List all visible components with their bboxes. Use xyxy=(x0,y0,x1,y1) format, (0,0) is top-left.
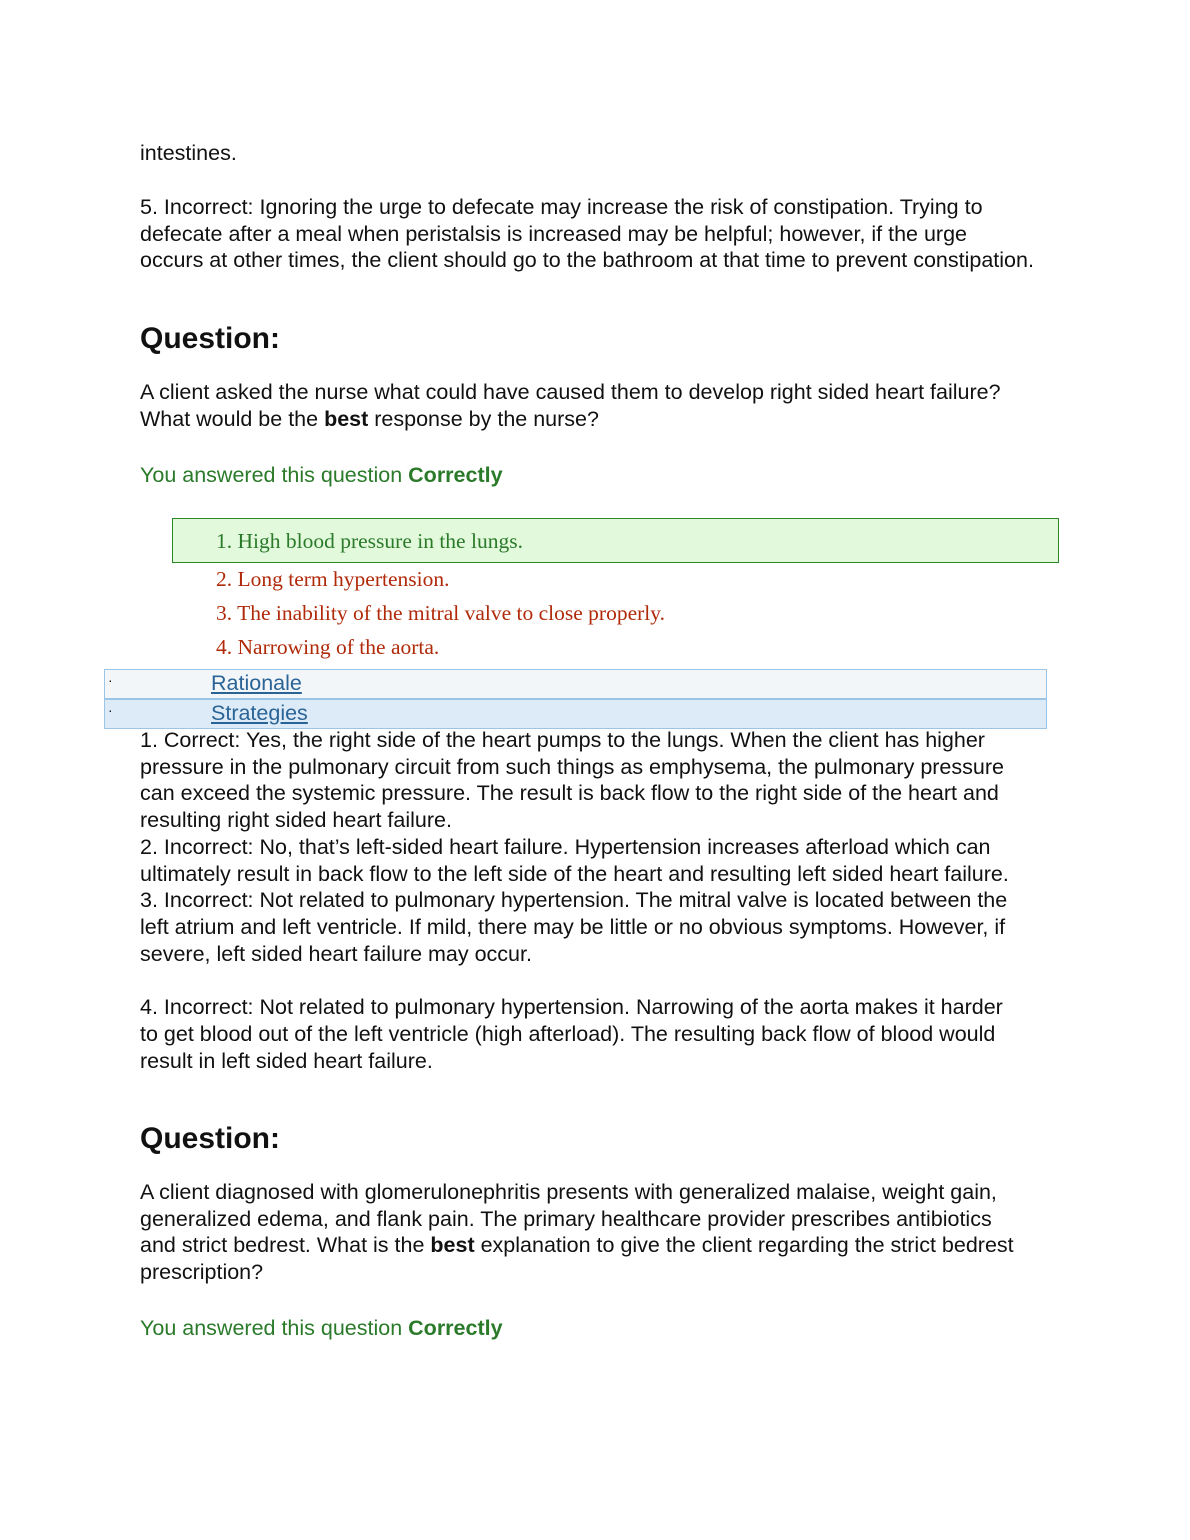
question-text xyxy=(140,1179,1025,1286)
bullet: · xyxy=(108,702,113,718)
rationale-link[interactable]: Rationale xyxy=(211,671,302,695)
question-text-part: explanation to give the client regarding the strict bedrest prescription? xyxy=(140,1233,1014,1285)
result-status xyxy=(140,1315,1040,1342)
question-heading: Question: xyxy=(140,1122,280,1155)
answer-option-2[interactable]: 2. Long term hypertension. xyxy=(216,567,450,591)
question-text-part: response by the nurse? xyxy=(368,406,599,431)
question-text xyxy=(140,379,1010,432)
previous-rationale-5: 5. Incorrect: Ignoring the urge to defecate may increase the risk of constipation. Trying to defecate after a meal when peristalsis is increased may be helpful; however, if the urge occurs at other times, the client should go to the bathroom at that time to prevent constipation. xyxy=(140,195,1034,273)
rationale-2: 2. Incorrect: No, that’s left-sided heart failure. Hypertension increases afterload which can ultimately result in back flow to the left side of the heart and resulting left sided heart failure. xyxy=(140,834,1009,886)
result-prefix: You answered this question xyxy=(140,1316,409,1340)
tab-rationale[interactable] xyxy=(104,669,1047,699)
bullet: · xyxy=(108,672,113,688)
result-prefix: You answered this question xyxy=(140,463,409,487)
question-heading: Question: xyxy=(140,322,280,355)
rationale-text xyxy=(140,727,1025,1074)
question-text-bold: best xyxy=(430,1233,475,1258)
result-correctly: Correctly xyxy=(408,1316,503,1340)
question-text-part: A client asked the nurse what could have caused them to develop right sided heart failure? What would be the xyxy=(140,380,1001,431)
previous-text-tail: intestines. xyxy=(140,141,237,165)
answer-option-1[interactable]: 1. High blood pressure in the lungs. xyxy=(216,529,523,553)
result-status xyxy=(140,462,1040,489)
rationale-3: 3. Incorrect: Not related to pulmonary hypertension. The mitral valve is located between the left atrium and left ventricle. If mild, there may be little or no obvious symptoms. However, if severe, left sided heart failure may occur. xyxy=(140,888,1008,966)
answer-option-4[interactable]: 4. Narrowing of the aorta. xyxy=(216,635,440,659)
question-text-part: A client diagnosed with glomerulonephritis presents with generalized malaise, weight gain, generalized edema, and flank pain. The primary healthcare provider prescribes antibiotics and strict bedrest. What is the xyxy=(140,1180,997,1258)
rationale-4: 4. Incorrect: Not related to pulmonary hypertension. Narrowing of the aorta makes it harder to get blood out of the left ventricle (high afterload). The resulting back flow of blood would result in left sided heart failure. xyxy=(140,995,1003,1073)
strategies-link[interactable]: Strategies xyxy=(211,701,308,725)
question-text-bold: best xyxy=(324,406,369,431)
tab-strategies[interactable] xyxy=(104,699,1047,729)
rationale-1: 1. Correct: Yes, the right side of the heart pumps to the lungs. When the client has higher pressure in the pulmonary circuit from such things as emphysema, the pulmonary pressure can exceed the systemic pressure. The result is back flow to the right side of the heart and resulting right sided heart failure. xyxy=(140,728,1004,833)
answer-option-3[interactable]: 3. The inability of the mitral valve to close properly. xyxy=(216,601,665,625)
result-correctly: Correctly xyxy=(408,463,503,487)
